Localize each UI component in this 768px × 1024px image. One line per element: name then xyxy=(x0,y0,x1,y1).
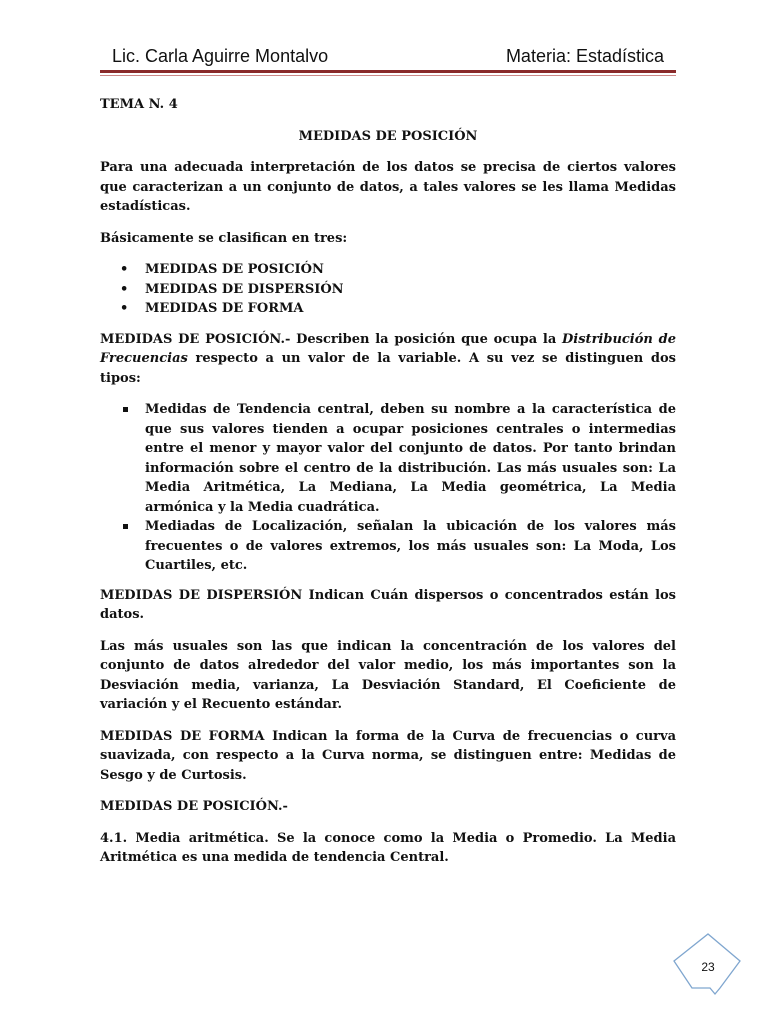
intro-paragraph: Para una adecuada interpretación de los datos se precisa de ciertos valores que caracterizan a un conjunto de datos, a tales valores se les llama Medidas estadísticas. xyxy=(100,160,676,214)
page-number: 23 xyxy=(701,960,715,974)
subject-name: Materia: Estadística xyxy=(505,46,664,66)
classify-intro: Básicamente se clasifican en tres: xyxy=(100,230,348,246)
forma-text: Indican la forma de la Curva de frecuencias o curva suavizada, con respecto a la Curva norma, se distinguen entre: Medidas de Sesgo y de Curtosis. xyxy=(100,728,676,783)
dispersion-detail: Las más usuales son las que indican la concentración de los valores del conjunto de datos alrededor del valor medio, los más importantes son la Desviación media, varianza, La Desviación Standard, El Coeficiente de variación y el Recuento estándar. xyxy=(100,638,676,712)
dispersion-text: Indican Cuán dispersos o concentrados están los datos. xyxy=(100,587,676,622)
header-rule xyxy=(100,70,676,73)
forma-lead: MEDIDAS DE FORMA xyxy=(100,728,265,744)
posicion-heading: MEDIDAS DE POSICIÓN.- xyxy=(100,799,288,814)
author-name: Lic. Carla Aguirre Montalvo xyxy=(112,46,329,66)
posicion-text-end: respecto a un valor de la variable. A su vez se distinguen dos tipos: xyxy=(100,351,676,386)
media-definition: 4.1. Media aritmética. Se la conoce como la Media o Promedio. La Media Aritmética es una medida de tendencia Central. xyxy=(100,830,676,865)
types-list xyxy=(100,400,676,576)
list-item: Medidas de Tendencia central, deben su nombre a la característica de que sus valores tienden a ocupar posiciones centrales o intermedias entre el menor y mayor valor del conjunto de datos. Por tanto brindan información sobre el centro de la distribución. Las más usuales son: La Media Aritmética, La Mediana, La Media geométrica, La Media armónica y la Media cuadrática. xyxy=(100,400,676,517)
dispersion-lead: MEDIDAS DE DISPERSIÓN xyxy=(100,587,303,603)
page-number-badge xyxy=(672,928,744,996)
topic-label: TEMA N. 4 xyxy=(100,97,178,112)
header-rule-thin xyxy=(100,75,676,76)
dispersion-definition xyxy=(100,586,676,625)
list-item: • MEDIDAS DE POSICIÓN xyxy=(100,260,676,280)
forma-definition xyxy=(100,727,676,786)
classes-list xyxy=(100,260,676,319)
distribution-term: Distribución de Frecuencias xyxy=(100,331,676,366)
list-item: • MEDIDAS DE DISPERSIÓN xyxy=(100,280,676,300)
posicion-text: Describen la posición que ocupa la xyxy=(296,331,563,347)
posicion-definition xyxy=(100,330,676,389)
section-title: MEDIDAS DE POSICIÓN xyxy=(298,128,478,144)
document-body xyxy=(100,95,676,880)
list-item: Mediadas de Localización, señalan la ubicación de los valores más frecuentes o de valores extremos, los más usuales son: La Moda, Los Cuartiles, etc. xyxy=(100,517,676,576)
posicion-lead: MEDIDAS DE POSICIÓN.- xyxy=(100,331,297,347)
page-header xyxy=(108,46,664,72)
list-item: • MEDIDAS DE FORMA xyxy=(100,299,676,319)
